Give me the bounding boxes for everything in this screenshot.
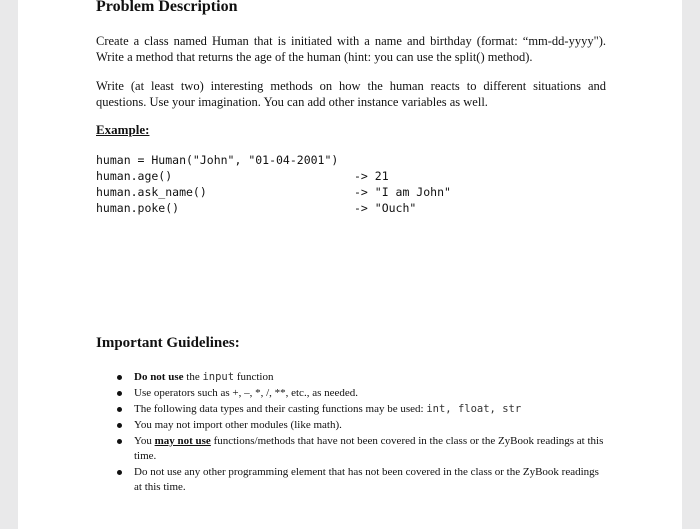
guidelines-list	[114, 370, 606, 496]
guideline-item: Use operators such as +, –, *, /, **, etc., as needed.	[114, 386, 606, 401]
guideline-item: You may not import other modules (like math).	[114, 418, 606, 433]
guideline-item: Do not use any other programming element that has not been covered in the class or the ZyBook readings at this time.	[114, 465, 606, 495]
code-line: human.poke()	[96, 201, 180, 215]
output-line: -> 21	[354, 169, 389, 183]
description-paragraph-1: Create a class named Human that is initiated with a name and birthday (format: “mm-dd-yyyy"). Write a method that returns the age of the human (hint: you can use the split() method).	[96, 34, 606, 64]
output-line: -> "Ouch"	[354, 201, 417, 215]
code-line: human = Human("John", "01-04-2001")	[96, 153, 339, 167]
bullet-icon	[117, 439, 122, 444]
bullet-icon	[117, 375, 122, 380]
page-title: Problem Description	[96, 0, 238, 15]
example-heading: Example:	[96, 122, 150, 137]
bullet-icon	[117, 470, 122, 475]
guideline-item: Do not use the input function	[114, 370, 606, 385]
guidelines-heading: Important Guidelines:	[96, 335, 240, 351]
code-line: human.ask_name()	[96, 185, 207, 199]
document-page	[18, 0, 682, 529]
output-line: -> "I am John"	[354, 185, 451, 199]
bullet-icon	[117, 423, 122, 428]
code-line: human.age()	[96, 169, 173, 183]
bullet-icon	[117, 391, 122, 396]
description-paragraph-2: Write (at least two) interesting methods on how the human reacts to different situations and questions. Use your imagination. You can add other instance variables as well.	[96, 79, 606, 109]
bullet-icon	[117, 407, 122, 412]
guideline-item: The following data types and their casting functions may be used: int, float, str	[114, 402, 606, 417]
guideline-item: You may not use functions/methods that have not been covered in the class or the ZyBook readings at this time.	[114, 434, 606, 464]
